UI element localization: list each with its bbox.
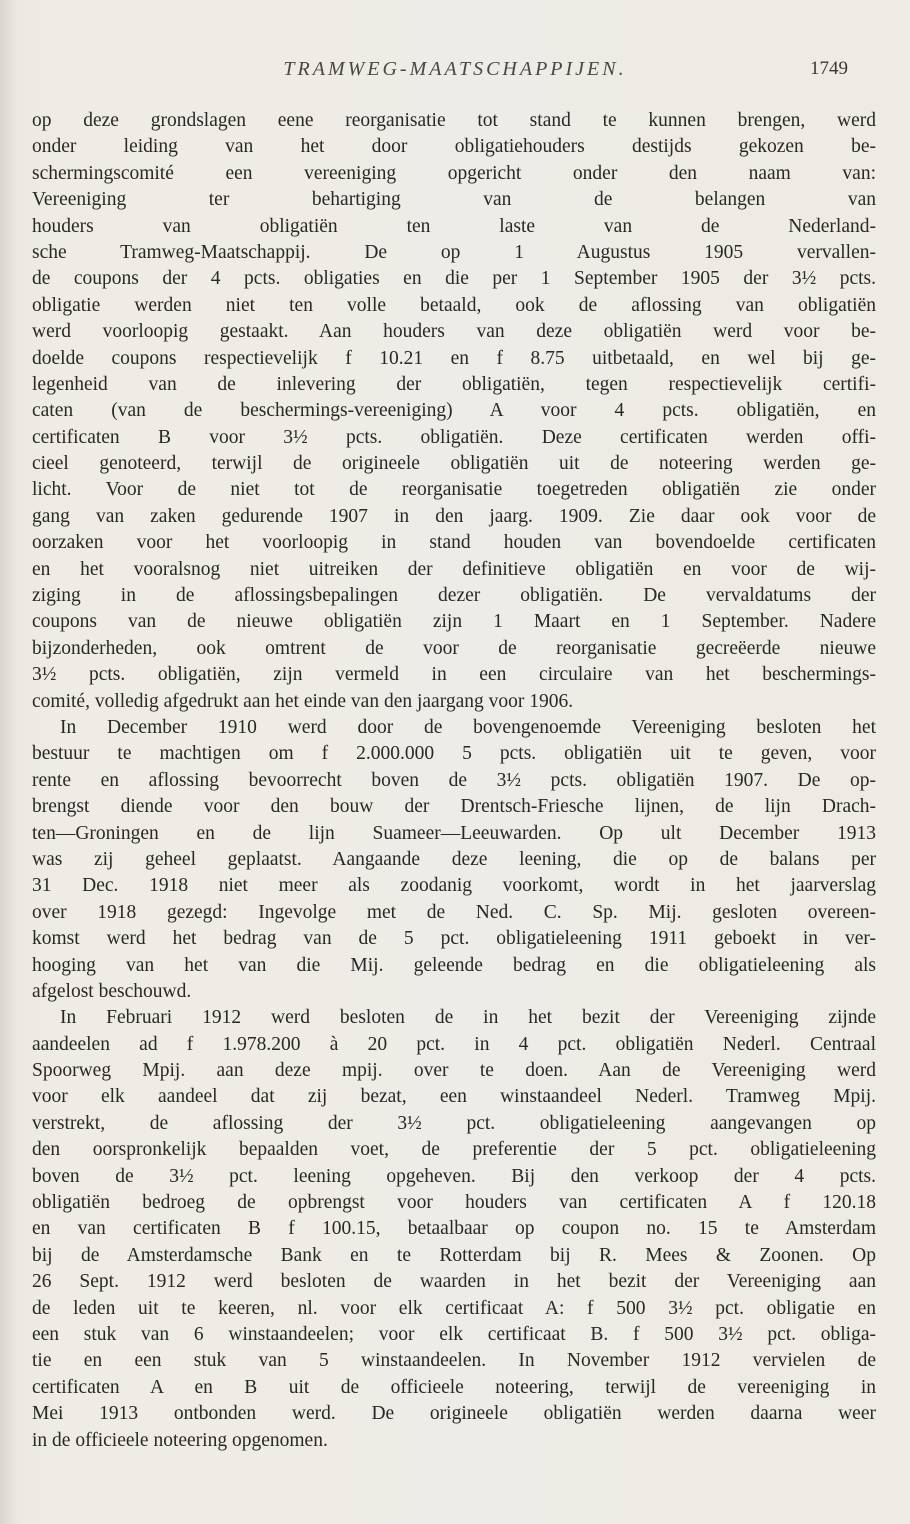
- text-line: den oorspronkelijk bepaalden voet, de preferentie der 5 pct. obligatieleening: [32, 1139, 876, 1161]
- body-text: [32, 108, 876, 1454]
- text-line: boven de 3½ pct. leening opgeheven. Bij den verkoop der 4 pcts.: [32, 1165, 876, 1187]
- text-line: caten (van de beschermings-vereeniging) A voor 4 pcts. obligatiën, en: [32, 400, 876, 422]
- text-line: doelde coupons respectievelijk f 10.21 en f 8.75 uitbetaald, en wel bij ge-: [32, 347, 876, 369]
- text-line: bij de Amsterdamsche Bank en te Rotterdam bij R. Mees & Zoonen. Op: [32, 1244, 876, 1266]
- text-line: certificaten B voor 3½ pcts. obligatiën. Deze certificaten werden offi-: [32, 426, 876, 448]
- text-line: komst werd het bedrag van de 5 pct. obligatieleening 1911 geboekt in ver-: [32, 928, 876, 950]
- text-line: legenheid van de inlevering der obligatiën, tegen respectievelijk certifi-: [32, 373, 876, 395]
- text-line: aandeelen ad f 1.978.200 à 20 pct. in 4 pct. obligatiën Nederl. Centraal: [32, 1033, 876, 1055]
- text-line: certificaten A en B uit de officieele noteering, terwijl de vereeniging in: [32, 1376, 876, 1398]
- text-line: obligatie werden niet ten volle betaald, ook de aflossing van obligatiën: [32, 294, 876, 316]
- text-line: cieel genoteerd, terwijl de origineele obligatiën uit de noteering werden ge-: [32, 453, 876, 475]
- text-line: onder leiding van het door obligatiehouders destijds gekozen be-: [32, 136, 876, 158]
- text-line: 31 Dec. 1918 niet meer als zoodanig voorkomt, wordt in het jaarverslag: [32, 875, 876, 897]
- text-line: houders van obligatiën ten laste van de Nederland-: [32, 215, 876, 237]
- text-line: en van certificaten B f 100.15, betaalbaar op coupon no. 15 te Amsterdam: [32, 1218, 876, 1240]
- text-line: Spoorweg Mpij. aan deze mpij. over te doen. Aan de Vereeniging werd: [32, 1060, 876, 1082]
- text-line: obligatiën bedroeg de opbrengst voor houders van certificaten A f 120.18: [32, 1192, 876, 1214]
- text-line: de leden uit te keeren, nl. voor elk certificaat A: f 500 3½ pct. obligatie en: [32, 1297, 876, 1319]
- text-line: over 1918 gezegd: Ingevolge met de Ned. C. Sp. Mij. gesloten overeen-: [32, 901, 876, 923]
- text-line: gang van zaken gedurende 1907 in den jaarg. 1909. Zie daar ook voor de: [32, 505, 876, 527]
- text-line: 3½ pcts. obligatiën, zijn vermeld in een circulaire van het beschermings-: [32, 664, 876, 686]
- page-header: [0, 56, 910, 86]
- text-line: verstrekt, de aflossing der 3½ pct. obligatieleening aangevangen op: [32, 1112, 876, 1134]
- text-line: een stuk van 6 winstaandeelen; voor elk certificaat B. f 500 3½ pct. obliga-: [32, 1323, 876, 1345]
- text-line: op deze grondslagen eene reorganisatie tot stand te kunnen brengen, werd: [32, 110, 876, 131]
- text-line: ten—Groningen en de lijn Suameer—Leeuwarden. Op ult December 1913: [32, 822, 876, 844]
- text-line: bestuur te machtigen om f 2.000.000 5 pcts. obligatiën uit te geven, voor: [32, 743, 876, 765]
- text-line: brengst diende voor den bouw der Drentsch-Friesche lijnen, de lijn Drach-: [32, 796, 876, 818]
- running-title: TRAMWEG-MAATSCHAPPIJEN.: [283, 58, 627, 80]
- paragraph: [32, 108, 876, 715]
- page-number: 1749: [810, 58, 848, 79]
- text-line: Vereeniging ter behartiging van de belangen van: [32, 189, 876, 211]
- text-line: rente en aflossing bevoorrecht boven de 3½ pcts. obligatiën 1907. De op-: [32, 769, 876, 791]
- text-line: bijzonderheden, ook omtrent de voor de reorganisatie gecreëerde nieuwe: [32, 637, 876, 659]
- text-line: ziging in de aflossingsbepalingen dezer obligatiën. De vervaldatums der: [32, 585, 876, 607]
- text-line: Mei 1913 ontbonden werd. De origineele obligatiën werden daarna weer: [32, 1403, 876, 1425]
- text-line: comité, volledig afgedrukt aan het einde van den jaargang voor 1906.: [32, 690, 574, 712]
- text-line: In Februari 1912 werd besloten de in het bezit der Vereeniging zijnde: [60, 1007, 876, 1029]
- text-line: schermingscomité een vereeniging opgericht onder den naam van:: [32, 162, 876, 184]
- text-line: was zij geheel geplaatst. Aangaande deze leening, die op de balans per: [32, 848, 876, 870]
- text-line: tie en een stuk van 5 winstaandeelen. In November 1912 vervielen de: [32, 1350, 876, 1372]
- text-line: en het vooralsnog niet uitreiken der definitieve obligatiën en voor de wij-: [32, 558, 876, 580]
- text-line: werd voorloopig gestaakt. Aan houders van deze obligatiën werd voor be-: [32, 321, 876, 343]
- paragraph: [32, 1005, 876, 1454]
- text-line: afgelost beschouwd.: [32, 980, 192, 1002]
- text-line: in de officieele noteering opgenomen.: [32, 1429, 328, 1451]
- paragraph: [32, 715, 876, 1005]
- text-line: In December 1910 werd door de bovengenoemde Vereeniging besloten het: [60, 716, 876, 738]
- text-line: coupons van de nieuwe obligatiën zijn 1 Maart en 1 September. Nadere: [32, 611, 876, 633]
- text-line: sche Tramweg-Maatschappij. De op 1 Augustus 1905 vervallen-: [32, 241, 876, 263]
- text-line: oorzaken voor het voorloopig in stand houden van bovendoelde certificaten: [32, 532, 876, 554]
- text-line: de coupons der 4 pcts. obligaties en die per 1 September 1905 der 3½ pcts.: [32, 268, 876, 290]
- text-line: licht. Voor de niet tot de reorganisatie toegetreden obligatiën zie onder: [32, 479, 876, 501]
- text-line: voor elk aandeel dat zij bezat, een winstaandeel Nederl. Tramweg Mpij.: [32, 1086, 876, 1108]
- text-line: hooging van het van die Mij. geleende bedrag en die obligatieleening als: [32, 954, 876, 976]
- text-line: 26 Sept. 1912 werd besloten de waarden in het bezit der Vereeniging aan: [32, 1271, 876, 1293]
